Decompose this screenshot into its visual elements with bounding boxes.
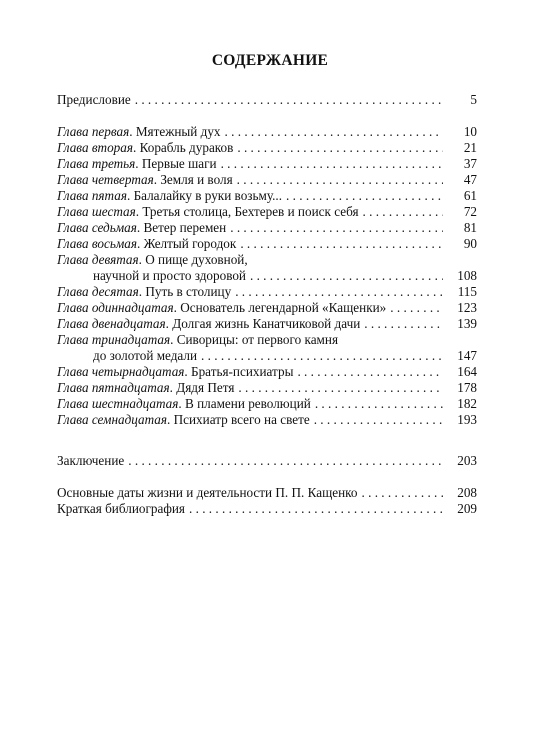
dot-leader [297, 364, 443, 380]
chapter-number: Глава четвертая [57, 172, 154, 187]
dot-leader [221, 156, 443, 172]
entry-label [57, 380, 234, 396]
chapter-title: Первые шаги [141, 156, 217, 171]
entry-label [57, 332, 338, 348]
entry-page: 164 [457, 364, 477, 379]
chapter-title: Сиворицы: от первого камня [176, 332, 339, 347]
toc-entry [57, 236, 477, 252]
chapter-separator: . [165, 316, 173, 331]
entry-page: 61 [463, 188, 477, 203]
dot-leader [286, 188, 443, 204]
chapter-separator: . [153, 172, 161, 187]
toc-entry [57, 300, 477, 316]
dot-leader [362, 485, 443, 501]
entry-page: 72 [463, 204, 477, 219]
dot-leader [128, 453, 443, 469]
chapter-title: Долгая жизнь Канатчиковой дачи [172, 316, 361, 331]
chapter-title: Корабль дураков [139, 140, 234, 155]
chapter-separator: . [167, 412, 174, 427]
entry-page: 123 [457, 300, 477, 315]
toc-entry [57, 453, 477, 469]
toc-entry [57, 92, 477, 108]
entry-label [57, 316, 360, 332]
entry-label [57, 412, 310, 428]
toc-entry [57, 172, 477, 188]
entry-label [57, 396, 311, 412]
chapter-number: Глава двенадцатая [57, 316, 166, 331]
dot-leader [364, 316, 443, 332]
chapter-separator: . [170, 332, 177, 347]
toc-entry [57, 204, 477, 220]
dot-leader [135, 92, 443, 108]
entry-page: 147 [457, 348, 477, 363]
chapter-number: Глава четырнадцатая [57, 364, 185, 379]
chapter-title-continued: научной и просто здоровой [93, 268, 246, 283]
dot-leader [189, 501, 443, 517]
chapter-separator: . [178, 396, 185, 411]
toc-preface [57, 92, 477, 108]
entry-page: 10 [463, 124, 477, 139]
chapter-title: Братья-психиатры [191, 364, 294, 379]
toc-entry [57, 485, 477, 501]
entry-label [57, 364, 293, 380]
entry-page: 193 [457, 412, 477, 427]
entry-label [57, 140, 233, 156]
chapter-number: Глава первая [57, 124, 130, 139]
entry-label [57, 188, 282, 204]
entry-page: 139 [457, 316, 477, 331]
toc-entry [57, 316, 477, 332]
toc-entry [57, 252, 477, 268]
chapter-separator: . [184, 364, 192, 379]
entry-label [57, 300, 386, 316]
chapter-separator: . [136, 236, 144, 251]
dot-leader [237, 172, 443, 188]
chapter-separator: . [138, 284, 146, 299]
entry-label [57, 124, 221, 140]
dot-leader [250, 268, 443, 284]
chapter-separator: . [138, 252, 146, 267]
entry-page: 115 [457, 284, 477, 299]
entry-label [57, 284, 231, 300]
entry-page: 208 [457, 485, 477, 500]
chapter-title: Дядя Петя [176, 380, 235, 395]
entry-page: 47 [463, 172, 477, 187]
toc-entry [57, 124, 477, 140]
toc-entry [57, 364, 477, 380]
chapter-number: Глава восьмая [57, 236, 137, 251]
chapter-title: Балалайку в руки возьму... [133, 188, 283, 203]
chapter-title: Основатель легендарной «Кащенки» [180, 300, 387, 315]
toc-entry [57, 140, 477, 156]
chapter-number: Глава пятнадцатая [57, 380, 170, 395]
entry-page: 209 [457, 501, 477, 516]
chapter-title: Земля и воля [160, 172, 233, 187]
entry-label: Основные даты жизни и деятельности П. П. Кащенко [57, 485, 358, 500]
entry-page: 5 [470, 92, 477, 107]
entry-page: 108 [457, 268, 477, 283]
toc-entry [57, 188, 477, 204]
dot-leader [363, 204, 443, 220]
entry-page: 37 [463, 156, 477, 171]
entry-label: Краткая библиография [57, 501, 185, 516]
dot-leader [314, 412, 443, 428]
dot-leader [225, 124, 443, 140]
chapter-separator: . [126, 188, 134, 203]
chapter-separator: . [135, 204, 143, 219]
chapter-number: Глава пятая [57, 188, 127, 203]
chapter-title: О пище духовной, [145, 252, 248, 267]
chapter-title: Мятежный дух [135, 124, 221, 139]
toc-entry [57, 396, 477, 412]
dot-leader [235, 284, 443, 300]
chapter-separator: . [133, 140, 140, 155]
chapter-number: Глава тринадцатая [57, 332, 171, 347]
chapter-number: Глава седьмая [57, 220, 137, 235]
chapter-number: Глава шестая [57, 204, 136, 219]
chapter-number: Глава девятая [57, 252, 139, 267]
entry-label [57, 156, 217, 172]
chapter-number: Глава третья [57, 156, 136, 171]
chapter-title: Ветер перемен [143, 220, 227, 235]
chapter-separator: . [129, 124, 136, 139]
chapter-separator: . [173, 300, 181, 315]
chapter-title: Психиатр всего на свете [173, 412, 310, 427]
entry-page: 21 [463, 140, 477, 155]
toc-entry-continuation [57, 268, 477, 284]
chapter-number: Глава шестнадцатая [57, 396, 179, 411]
page-title: СОДЕРЖАНИЕ [211, 52, 329, 69]
toc-chapters [57, 124, 477, 428]
entry-page: 203 [457, 453, 477, 468]
entry-label [57, 172, 233, 188]
entry-label [57, 236, 236, 252]
dot-leader [238, 380, 443, 396]
dot-leader [201, 348, 443, 364]
entry-label [57, 220, 226, 236]
entry-label [57, 204, 359, 220]
chapter-number: Глава одиннадцатая [57, 300, 174, 315]
chapter-number: Глава семнадцатая [57, 412, 168, 427]
chapter-separator: . [136, 220, 144, 235]
dot-leader [230, 220, 443, 236]
entry-page: 90 [463, 236, 477, 251]
dot-leader [390, 300, 443, 316]
chapter-separator: . [135, 156, 142, 171]
dot-leader [315, 396, 443, 412]
toc-conclusion [57, 453, 477, 469]
chapter-title: Путь в столицу [145, 284, 232, 299]
toc-entry-continuation [57, 348, 477, 364]
chapter-number: Глава вторая [57, 140, 133, 155]
dot-leader [240, 236, 443, 252]
toc-entry [57, 501, 477, 517]
toc-appendix [57, 485, 477, 517]
toc-entry [57, 412, 477, 428]
toc-entry [57, 220, 477, 236]
entry-page: 182 [457, 396, 477, 411]
chapter-title: Желтый городок [143, 236, 237, 251]
toc-entry [57, 156, 477, 172]
chapter-title: Третья столица, Бехтерев и поиск себя [142, 204, 359, 219]
chapter-title: В пламени революций [185, 396, 311, 411]
entry-label [57, 252, 248, 268]
chapter-title-continued: до золотой медали [93, 348, 198, 363]
entry-label: Предисловие [57, 92, 131, 107]
toc-entry [57, 332, 477, 348]
chapter-number: Глава десятая [57, 284, 139, 299]
entry-page: 178 [457, 380, 477, 395]
chapter-separator: . [169, 380, 177, 395]
toc-entry [57, 284, 477, 300]
entry-page: 81 [463, 220, 477, 235]
entry-label: Заключение [57, 453, 125, 468]
dot-leader [237, 140, 443, 156]
toc-entry [57, 380, 477, 396]
